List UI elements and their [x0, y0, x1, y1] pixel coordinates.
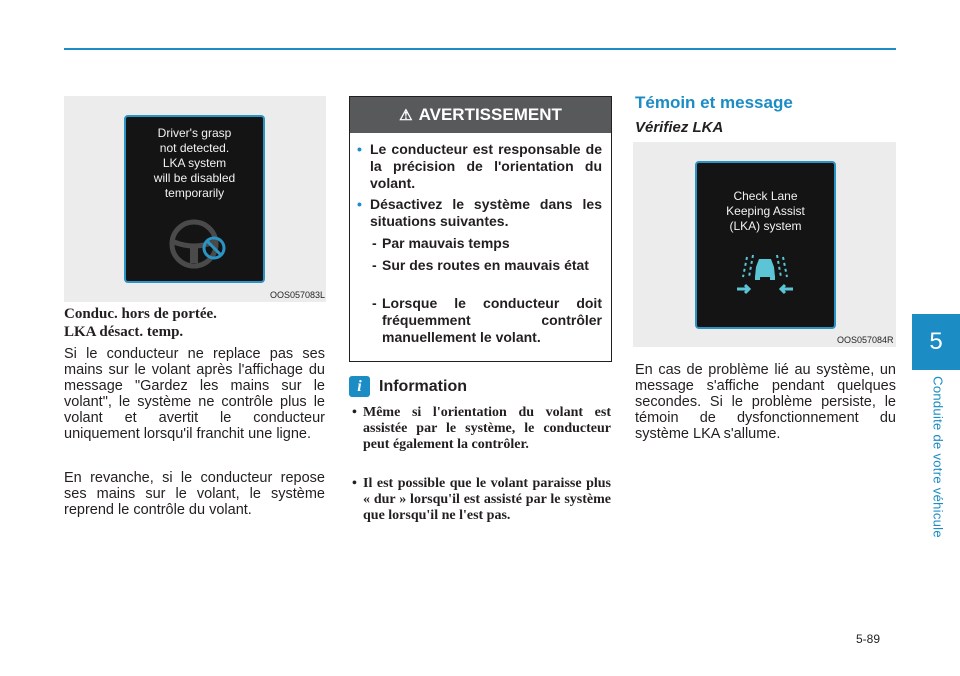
figure-check-lka — [633, 142, 896, 347]
information-bullet-2-text: Il est possible que le volant paraisse plus « dur » lorsqu'il est assisté par le système que lorsqu'il ne l'est pas. — [363, 476, 611, 523]
header-rule — [64, 48, 896, 50]
warning-sub-2 — [372, 257, 602, 274]
chapter-number: 5 — [929, 328, 943, 355]
chapter-title: Conduite de votre véhicule — [930, 376, 946, 538]
sub-dash: - — [372, 295, 377, 311]
warning-header-label: AVERTISSEMENT — [418, 105, 562, 124]
warning-bullet-2 — [357, 196, 602, 230]
cluster-screen-left — [124, 115, 265, 283]
information-title: Information — [379, 378, 467, 395]
screen-message-right: Check Lane Keeping Assist (LKA) system — [726, 189, 805, 233]
warning-sub-3-text: Lorsque le conducteur doit fréquemment contrôler manuellement le volant. — [382, 295, 602, 345]
bullet-dot: • — [357, 141, 362, 157]
subhead-line1: Conduc. hors de portée. — [64, 306, 217, 322]
information-bullet-1 — [352, 405, 611, 453]
chapter-number-tab — [912, 314, 960, 370]
subhead-line2: LKA désact. temp. — [64, 324, 184, 340]
section-title: Témoin et message — [635, 93, 793, 112]
sub-dash: - — [372, 257, 377, 273]
screen-message-left: Driver's grasp not detected. LKA system will be disabled temporarily — [153, 126, 236, 200]
warning-bullet-2-text: Désactivez le système dans les situations suivantes. — [370, 196, 602, 229]
bullet-dot: • — [352, 476, 357, 491]
chapter-title-vertical — [928, 368, 948, 546]
information-bullet-1-text: Même si l'orientation du volant est assistée par le système, le conducteur peut également la contrôler. — [363, 405, 611, 452]
bullet-dot: • — [357, 196, 362, 212]
figure-caption-right: OOS057084R — [837, 335, 894, 345]
information-icon: i — [349, 376, 370, 397]
sub-dash: - — [372, 235, 377, 251]
section-subtitle: Vérifiez LKA — [635, 119, 724, 136]
left-paragraph-2: En revanche, si le conducteur repose ses mains sur le volant, le système reprend le contrôle du volant. — [64, 470, 325, 518]
bullet-dot: • — [352, 405, 357, 420]
cluster-screen-right — [695, 161, 836, 329]
warning-sub-1 — [372, 235, 602, 252]
warning-triangle-icon: ⚠ — [399, 107, 413, 124]
information-bullet-2 — [352, 476, 611, 524]
left-paragraph-1: Si le conducteur ne replace pas ses mains sur le volant après l'affichage du message "Gardez les mains sur le volant", le système ne contrôle plus le volant et avertit le conducteur uniquement lorsqu'il franchit une ligne. — [64, 346, 325, 442]
warning-bullet-1-text: Le conducteur est responsable de la précision de l'orientation du volant. — [370, 141, 602, 191]
figure-caption-left: OOS057083L — [270, 290, 326, 300]
prohibited-icon — [201, 235, 227, 261]
figure-driver-grasp — [64, 96, 326, 302]
page-number: 5-89 — [856, 632, 881, 646]
warning-header — [350, 97, 611, 133]
right-paragraph: En cas de problème lié au système, un message s'affiche pendant quelques secondes. Si le problème persiste, le témoin de dysfonctionnement du système LKA s'allume. — [635, 362, 896, 442]
warning-bullet-1 — [357, 141, 602, 192]
lka-car-icon — [733, 251, 797, 299]
warning-box — [349, 96, 612, 362]
warning-sub-1-text: Par mauvais temps — [382, 235, 510, 251]
warning-sub-3 — [372, 295, 602, 346]
warning-sub-2-text: Sur des routes en mauvais état — [382, 257, 589, 273]
